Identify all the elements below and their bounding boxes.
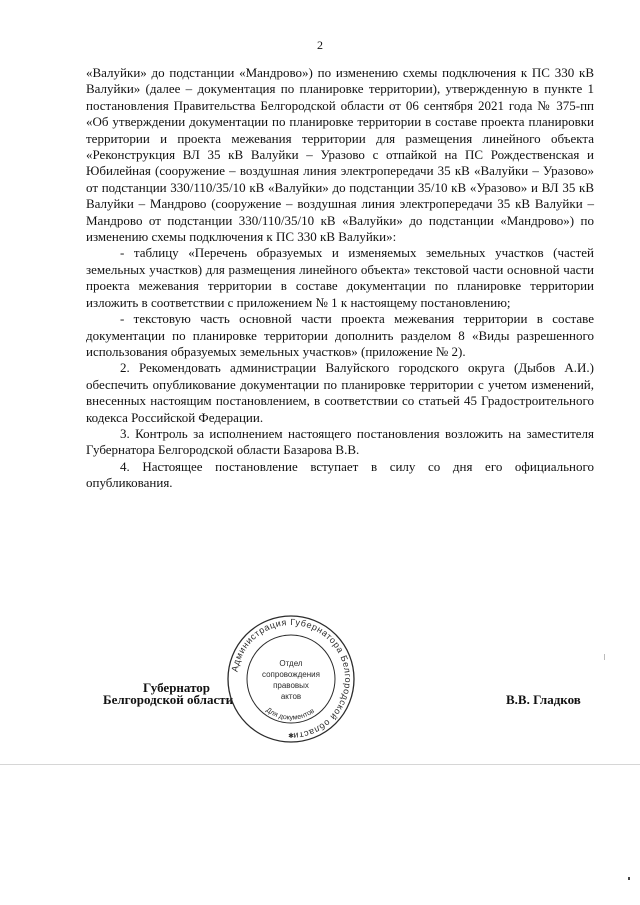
stamp-line-4: актов: [280, 692, 302, 701]
document-body: [86, 65, 594, 492]
stamp-line-1: Отдел: [279, 659, 303, 668]
divider: [0, 764, 640, 765]
signatory-name: В.В. Гладков: [506, 692, 581, 707]
stamp-outer-text: Администрация Губернатора Белгородской области: [229, 616, 354, 742]
scan-artifact: [604, 654, 605, 660]
official-stamp: [226, 614, 356, 744]
stamp-bottom-text: Для документов: [264, 706, 316, 722]
star-icon: ✱: [288, 733, 294, 740]
paragraph: 2. Рекомендовать администрации Валуйского городского округа (Дыбов А.И.) обеспечить опубликование документации по планировке территории с учетом изменений, внесенных настоящим постановлением, в соответствии со статьей 45 Градостроительного кодекса Российской Федерации.: [86, 360, 594, 425]
signatory-region: Белгородской области: [103, 692, 234, 707]
page-number: 2: [317, 38, 323, 52]
paragraph: 3. Контроль за исполнением настоящего постановления возложить на заместителя Губернатора Белгородской области Базарова В.В.: [86, 425, 594, 458]
stamp-inner-ring: [247, 635, 335, 723]
stamp-line-3: правовых: [273, 681, 309, 690]
scan-artifact: [628, 877, 630, 880]
paragraph: 4. Настоящее постановление вступает в силу со дня его официального опубликования.: [86, 458, 594, 491]
paragraph: - таблицу «Перечень образуемых и изменяемых земельных участков (частей земельных участков) для размещения линейного объекта» текстовой части основной части проекта межевания территории в составе документации по планировке территории изложить в соответствии с приложением № 1 к настоящему постановлению;: [86, 245, 594, 310]
paragraph: «Валуйки» до подстанции «Мандрово») по изменению схемы подключения к ПС 330 кВ Валуйки» (далее – документация по планировке территории), утвержденную в пункте 1 постановления Правительства Белгородской области от 06 сентября 2021 года № 375-пп «Об утверждении документации по планировке территории в составе проекта планировки территории и проекта межевания территории для размещения линейного объекта «Реконструкция ВЛ 35 кВ Валуйки – Уразово с отпайкой на ПС Рождественская и Юбилейная (сооружение – воздушная линия электропередачи 35 кВ «Валуйки – Уразово» от подстанции 330/110/35/10 кВ «Валуйки» до подстанции 35/10 кВ «Уразово» и ВЛ 35 кВ Валуйки – Мандрово (сооружение – воздушная линия электропередачи 35 кВ Валуйки – Мандрово от подстанции 330/110/35/10 кВ «Валуйки» до подстанции «Мандрово») по изменению схемы подключения к ПС 330 кВ Валуйки»:: [86, 65, 594, 245]
stamp-line-2: сопровождения: [262, 670, 320, 679]
paragraph: - текстовую часть основной части проекта межевания территории в составе документации по планировке территории дополнить разделом 8 «Виды разрешенного использования образуемых земельных участков» (приложение № 2).: [86, 311, 594, 359]
signatory-title: Губернатор: [143, 680, 211, 695]
